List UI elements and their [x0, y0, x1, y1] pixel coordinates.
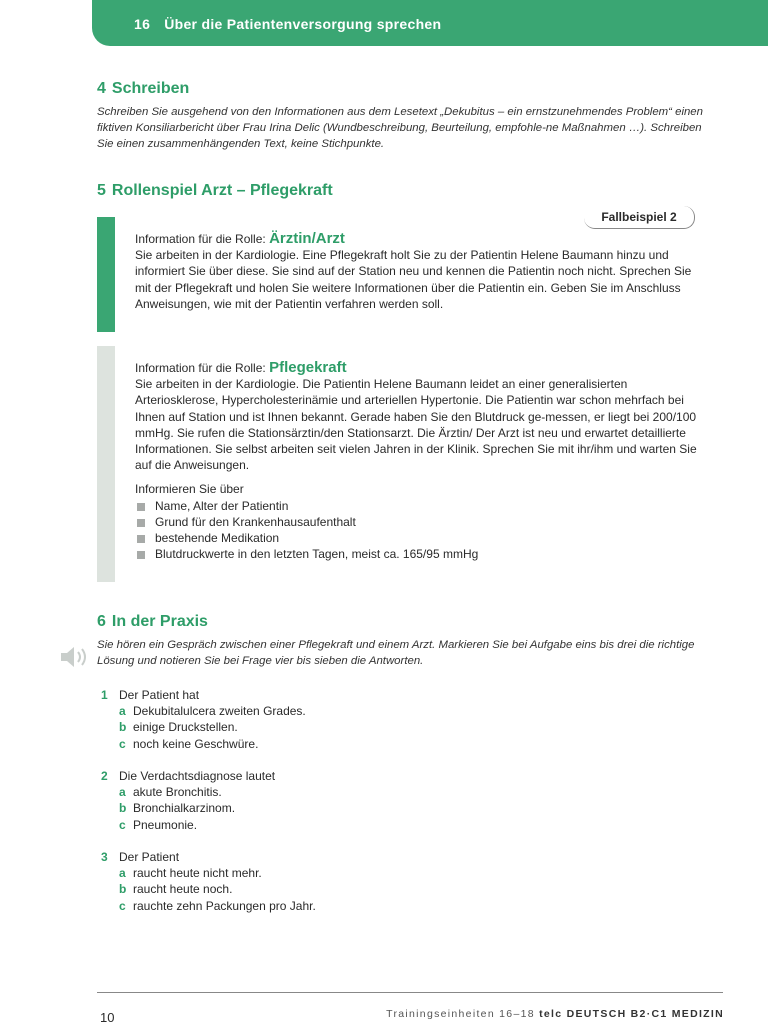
option-text: raucht heute nicht mehr. — [133, 866, 262, 881]
section-title-text: Schreiben — [111, 80, 190, 97]
answer-option[interactable] — [101, 800, 275, 816]
role-card-content — [135, 360, 697, 562]
section-4-title — [97, 80, 189, 98]
answer-option[interactable] — [101, 898, 316, 914]
case-badge: Fallbeispiel 2 — [584, 206, 695, 229]
brand-label: telc DEUTSCH B2·C1 MEDIZIN — [539, 1008, 724, 1020]
option-text: akute Bronchitis. — [133, 785, 222, 800]
answer-option[interactable] — [101, 736, 306, 752]
question-text: Die Verdachtsdiagnose lautet — [119, 769, 276, 783]
role-description: Sie arbeiten in der Kardiologie. Eine Pflegekraft holt Sie zu der Patientin Helene Baumann hinzu und informiert Sie über diese. Sie sind auf der Station neu und kennen die Patientin noch nicht. Sprechen Sie mit der Pflegekraft und holen Sie weitere Informationen über die Patientin ein. Geben Sie im Anschluss Anweisungen, wie mit der Patientin verfahren werden soll. — [135, 248, 692, 311]
footer-divider — [97, 992, 723, 993]
answer-option[interactable] — [101, 784, 275, 800]
section-4-instructions: Schreiben Sie ausgehend von den Informationen aus dem Lesetext „Dekubitus – ein ernstzunehmendes Problem“ einen fiktiven Konsiliarbericht über Frau Irina Delic (Wundbeschreibung, Beurteilung, empfohle-ne Maßnahmen …). Schreiben Sie einen zusammenhängenden Text, keine Stichpunkte. — [97, 106, 703, 150]
option-letter: b — [119, 720, 127, 735]
option-letter: b — [119, 801, 127, 816]
role-heading — [135, 231, 697, 247]
question-text: Der Patient hat — [119, 688, 200, 702]
footer-series — [386, 1008, 724, 1020]
option-letter: c — [119, 736, 126, 751]
option-text: einige Druckstellen. — [133, 720, 238, 735]
option-text: raucht heute noch. — [133, 882, 233, 897]
speaker-icon[interactable] — [58, 644, 92, 670]
chapter-title — [134, 16, 441, 32]
list-item: Blutdruckwerte in den letzten Tagen, meist ca. 165/95 mmHg — [135, 546, 697, 562]
series-label: Trainingseinheiten 16–18 — [386, 1008, 535, 1020]
list-item: bestehende Medikation — [135, 530, 697, 546]
role-label: Information für die Rolle: — [135, 361, 266, 375]
option-letter: a — [119, 866, 126, 881]
page-number: 10 — [100, 1010, 115, 1025]
question-1 — [101, 687, 306, 752]
info-list — [135, 498, 697, 563]
section-number: 6 — [97, 613, 106, 630]
chapter-number: 16 — [134, 16, 151, 32]
role-description: Sie arbeiten in der Kardiologie. Die Patientin Helene Baumann leidet an einer generalisierten Arteriosklerose, Hypercholesterinämie und arteriellen Hypertonie. Die Patientin war schon mehrfach bei Ihnen auf Station und ist Ihnen bekannt. Gerade haben Sie den Blutdruck ge-messen, er liegt bei 200/100 mmHg. Sie rufen die Stationsärztin/den Stationsarzt. Die Ärztin/ Der Arzt ist neu und erwartet detaillierte Informationen. Sie selbst arbeiten seit vielen Jahren in der Klinik. Sprechen Sie mit ihr/ihm und warten Sie auf die Anweisungen. — [135, 377, 697, 473]
role-label: Information für die Rolle: — [135, 232, 266, 246]
option-text: Dekubitalulcera zweiten Grades. — [133, 704, 306, 719]
section-number: 4 — [97, 80, 106, 97]
answer-option[interactable] — [101, 865, 316, 881]
section-6-title — [97, 613, 208, 631]
question-2 — [101, 768, 275, 833]
section-number: 5 — [97, 182, 106, 199]
list-item: Grund für den Krankenhausaufenthalt — [135, 514, 697, 530]
answer-option[interactable] — [101, 817, 275, 833]
list-intro: Informieren Sie über — [135, 482, 244, 497]
question-number: 2 — [101, 769, 108, 783]
role-name: Ärztin/Arzt — [269, 230, 345, 247]
list-item: Name, Alter der Patientin — [135, 498, 697, 514]
option-letter: a — [119, 704, 126, 719]
option-letter: a — [119, 785, 126, 800]
chapter-header — [92, 0, 768, 46]
option-text: rauchte zehn Packungen pro Jahr. — [133, 898, 316, 913]
question-number: 1 — [101, 688, 108, 702]
role-card-nurse — [97, 346, 697, 582]
question-number: 3 — [101, 850, 108, 864]
role-card-doctor — [97, 217, 697, 332]
section-5-title — [97, 182, 333, 200]
role-heading — [135, 360, 697, 376]
section-title-text: In der Praxis — [111, 613, 208, 630]
question-text: Der Patient — [119, 850, 180, 864]
question-3 — [101, 849, 316, 914]
accent-bar — [97, 217, 115, 332]
option-text: noch keine Geschwüre. — [133, 736, 259, 751]
accent-bar — [97, 346, 115, 582]
option-letter: b — [119, 882, 127, 897]
option-text: Bronchialkarzinom. — [133, 801, 236, 816]
role-name: Pflegekraft — [269, 359, 347, 376]
answer-option[interactable] — [101, 719, 306, 735]
section-title-text: Rollenspiel Arzt – Pflegekraft — [111, 182, 333, 199]
role-card-content — [135, 231, 697, 312]
option-letter: c — [119, 817, 126, 832]
section-6-instructions: Sie hören ein Gespräch zwischen einer Pflegekraft und einem Arzt. Markieren Sie bei Aufgabe eins bis drei die richtige Lösung und notieren Sie bei Frage vier bis sieben die Antworten. — [97, 639, 695, 667]
chapter-title-text: Über die Patientenversorgung sprechen — [164, 16, 442, 32]
answer-option[interactable] — [101, 881, 316, 897]
option-letter: c — [119, 898, 126, 913]
answer-option[interactable] — [101, 703, 306, 719]
option-text: Pneumonie. — [133, 817, 198, 832]
